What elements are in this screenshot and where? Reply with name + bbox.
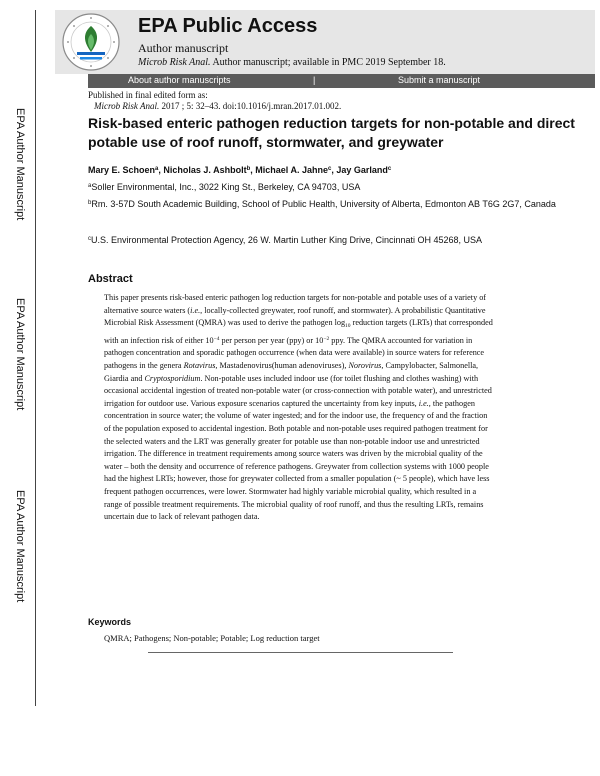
author-sup: b	[246, 166, 251, 172]
affiliation-text: Soller Environmental, Inc., 3022 King St., Berkeley, CA 94703, USA	[91, 182, 361, 192]
author-sup: c	[327, 166, 332, 172]
nav-separator: |	[313, 75, 316, 85]
side-label-2: EPA Author Manuscript	[14, 298, 26, 411]
margin-rule	[35, 10, 36, 706]
author-sup: a	[155, 166, 159, 172]
article-title: Risk-based enteric pathogen reduction targets for non-potable and direct potable use of roof runoff, stormwater, and greywater	[88, 115, 575, 150]
manuscript-label: Author manuscript	[138, 41, 229, 55]
affiliation-sup: a	[88, 183, 92, 189]
availability-line	[138, 57, 446, 68]
brand-title: EPA Public Access	[138, 15, 318, 37]
author-name: Mary E. Schoen	[88, 165, 156, 175]
author-name: Michael A. Jahne	[255, 165, 328, 175]
affiliation-sup: b	[88, 200, 92, 206]
affiliation-text: U.S. Environmental Protection Agency, 26 W. Martin Luther King Drive, Cincinnati OH 45268, USA	[91, 235, 483, 245]
side-label-1: EPA Author Manuscript	[14, 108, 26, 221]
nav-bar	[88, 74, 595, 88]
keywords-list: QMRA; Pathogens; Non-potable; Potable; Log reduction target	[104, 633, 320, 643]
side-label-3: EPA Author Manuscript	[14, 490, 26, 603]
availability-text: Author manuscript; available in PMC 2019 September 18.	[212, 57, 446, 68]
about-manuscripts-link[interactable]: About author manuscripts	[128, 75, 231, 85]
keywords-heading: Keywords	[88, 617, 132, 627]
citation	[94, 101, 341, 111]
affiliation-sup: c	[88, 236, 91, 242]
abstract-heading: Abstract	[88, 273, 133, 285]
author-name: Jay Garland	[336, 165, 388, 175]
citation-details: 2017 ; 5: 32–43. doi:10.1016/j.mran.2017.01.002.	[161, 101, 342, 111]
epa-logo-icon	[60, 12, 122, 72]
citation-journal: Microb Risk Anal.	[94, 101, 160, 111]
journal-abbrev: Microb Risk Anal.	[138, 57, 211, 68]
affiliation-text: Rm. 3-57D South Academic Building, School of Public Health, University of Alberta, Edmonton AB T6G 2G7, Canada	[91, 199, 556, 209]
published-label: Published in final edited form as:	[88, 90, 208, 100]
affiliation-c	[88, 233, 588, 247]
author-sup: c	[387, 166, 392, 172]
divider	[148, 652, 453, 653]
submit-manuscript-link[interactable]: Submit a manuscript	[398, 75, 481, 85]
abstract-body: This paper presents risk-based enteric pathogen log reduction targets for non-potable and potable uses of a variety of alternative source waters (i.e., locally-collected greywater, roof runoff, and stormwater). A probabilistic Quantitative Microbial Risk Assessment (QMRA) was used to derive the pathogen $\log_{10}$ reduction targets (LRTs) that corresponded with an infection risk of either $10^{-4}$ per person per year (ppy) or $10^{-2}$ ppy. The QMRA accounted for variation in pathogen concentration and sporadic pathogen occurrence (when data were available) in source waters for reference pathogens in the genera Rotavirus, Mastadenovirus(human adenoviruses), Norovirus, Campylobacter, Salmonella, Giardia and Cryptosporidium. Non-potable uses included indoor use (for toilet flushing and clothes washing) with occasional accidental ingestion of treated non-potable water (or cross-connection with potable water), and unrestricted irrigation for outdoor use. Various exposure scenarios captured the uncertainty from key inputs, i.e., the pathogen concentration in source water; the volume of water ingested; and for the indoor use, the frequency of and the fraction of the population exposed to accidental ingestion. Both potable and non-potable uses required pathogen treatment for the selected waters and the LRT was generally greater for potable use than non-potable indoor use and unrestricted irrigation. The difference in treatment requirements among source waters was driven by the microbial quality of the water – both the density and occurrence of reference pathogens. Greywater from collection systems with 1000 people had the highest LRTs; however, those for greywater collected from a smaller population (~ 5 people), which have less frequent pathogen occurrences, were lower. Stormwater had highly variable microbial quality, which resulted in a range of possible treatment requirements. The microbial quality of roof runoff, and thus the resulting LRTs, remains uncertain due to lack of relevant pathogen data.	[104, 293, 493, 522]
author-name: Nicholas J. Ashbolt	[163, 165, 247, 175]
affiliation-a	[88, 180, 588, 194]
author-list: Mary E. Schoen$^a$, Nicholas J. Ashbolt$^b$, Michael A. Jahne$^c$, Jay Garland$^c$	[88, 165, 392, 175]
affiliation-b	[88, 197, 588, 211]
